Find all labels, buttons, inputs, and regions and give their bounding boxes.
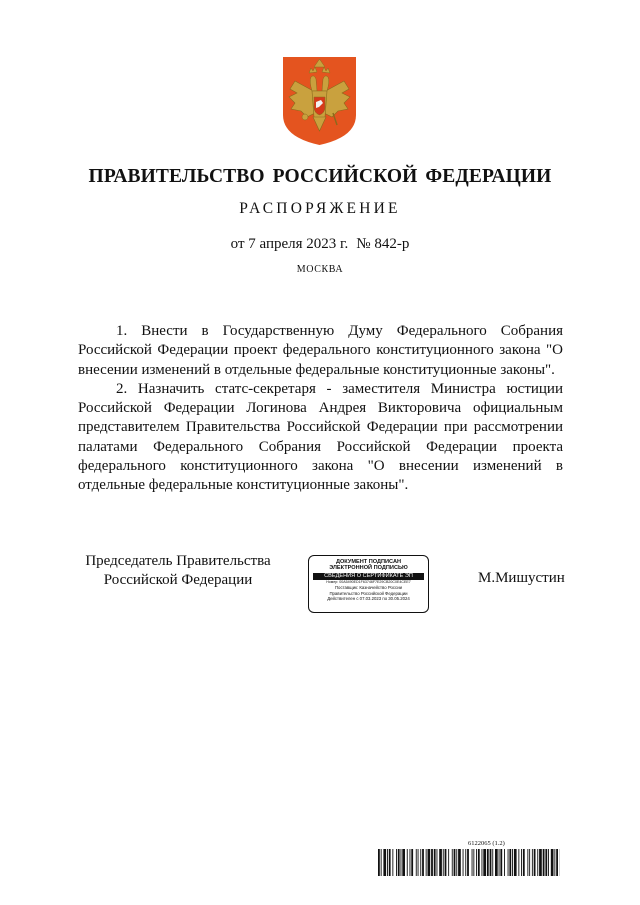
stamp-issuer: Поставщик: Казначейство России bbox=[334, 585, 403, 591]
stamp-owner: Правительство Российской Федерации bbox=[329, 590, 408, 596]
document-date: от 7 апреля 2023 г. bbox=[230, 236, 349, 252]
document-date-line bbox=[0, 236, 640, 253]
document-city: МОСКВА bbox=[296, 264, 344, 275]
paragraph-2: 2. Назначить статс-секретаря - заместителя Министра юстиции Российской Федерации Логинова Андрея Викторовича официальным представителем Правительства Российской Федерации при рассмотрении палатами Федерального Собрания Российской Федерации проекта федерального конституционного закона "О внесении изменений в отдельные федеральные конституционные законы". bbox=[78, 380, 563, 494]
electronic-signature-stamp bbox=[308, 555, 429, 613]
signatory-name: М.Мишустин bbox=[478, 570, 565, 586]
signatory-position bbox=[78, 552, 278, 589]
stamp-validity: Действителен с 07.03.2023 по 30.05.2024 bbox=[327, 595, 410, 601]
stamp-serial: Номер: 00A5490ED1F63746F7E29CB20C0E4CEE7 bbox=[326, 579, 411, 584]
document-body bbox=[78, 322, 563, 496]
barcode-icon bbox=[378, 849, 560, 876]
government-title: ПРАВИТЕЛЬСТВО РОССИЙСКОЙ ФЕДЕРАЦИИ bbox=[88, 166, 552, 187]
document-number: 842-р bbox=[374, 236, 410, 252]
document-type: РАСПОРЯЖЕНИЕ bbox=[239, 200, 401, 217]
stamp-certificate-header: СВЕДЕНИЯ О СЕРТИФИКАТЕ ЭП bbox=[313, 573, 424, 580]
stamp-line-2: ЭЛЕКТРОННОЙ ПОДПИСЬЮ bbox=[329, 565, 408, 572]
number-sign: № bbox=[356, 236, 371, 252]
russian-coat-of-arms-icon bbox=[281, 55, 358, 147]
signatory-position-line-2: Российской Федерации bbox=[103, 571, 253, 588]
barcode-number: 6122065 (1.2) bbox=[468, 840, 505, 847]
paragraph-1: 1. Внести в Государственную Думу Федерального Собрания Российской Федерации проект федерального конституционного закона "О внесении изменений в отдельные федеральные конституционные законы". bbox=[78, 323, 563, 378]
signatory-position-line-1: Председатель Правительства bbox=[85, 553, 271, 569]
stamp-line-1: ДОКУМЕНТ ПОДПИСАН bbox=[335, 559, 402, 565]
